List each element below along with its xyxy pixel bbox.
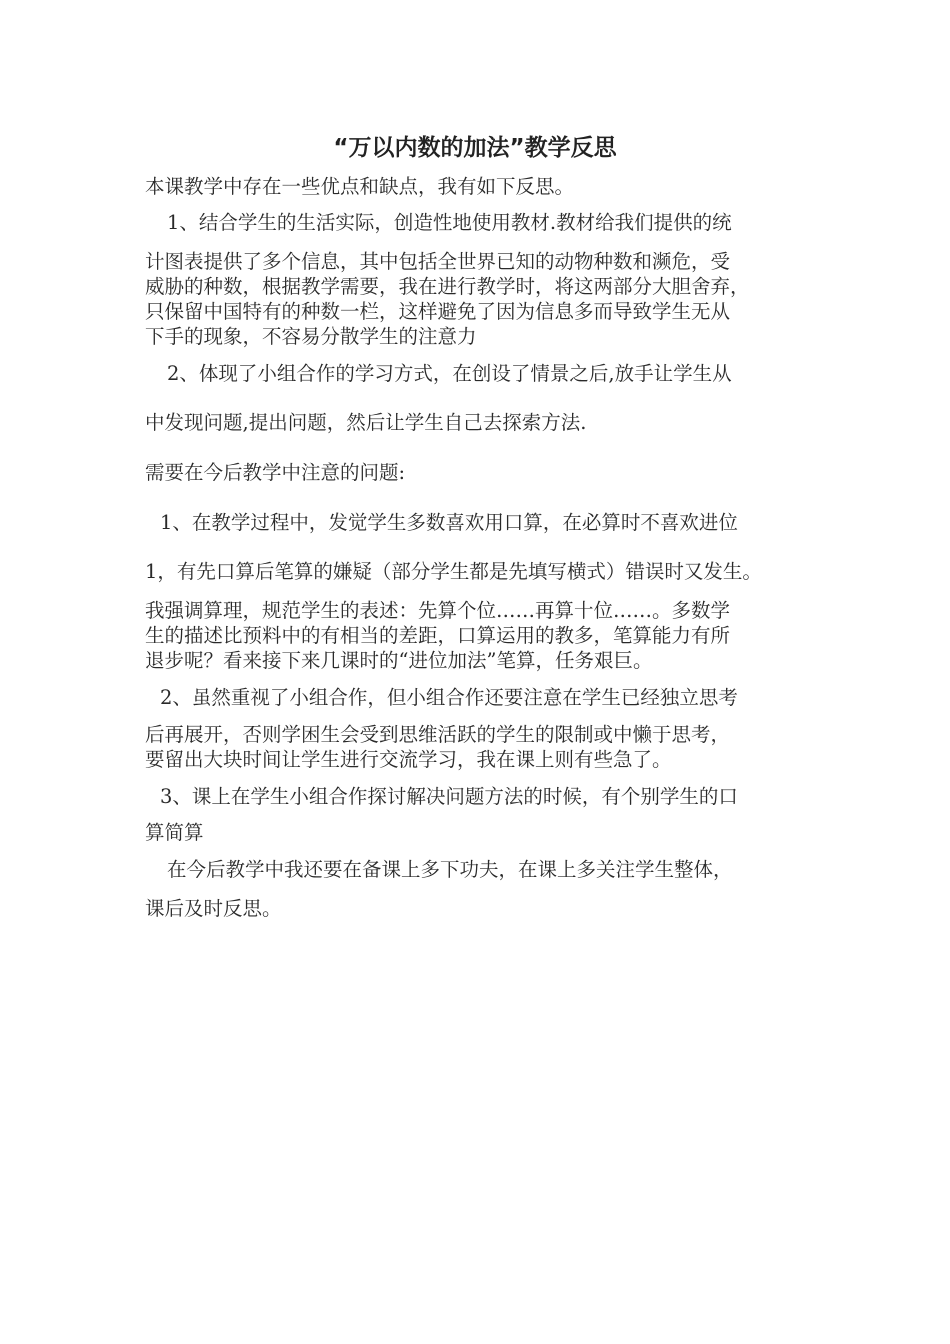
document-title: “万以内数的加法”教学反思 (333, 135, 617, 161)
paragraph-line: 在今后教学中我还要在备课上多下功夫，在课上多关注学生整体， (167, 858, 733, 881)
paragraph-line: 威胁的种数，根据教学需要，我在进行教学时，将这两部分大胆舍弃， (145, 275, 750, 298)
paragraph-line: 2、虽然重视了小组合作，但小组合作还要注意在学生已经独立思考 (160, 686, 738, 709)
paragraph-line: 1，有先口算后笔算的嫌疑（部分学生都是先填写横式）错误时又发生。 (145, 560, 762, 583)
paragraph-line: 3、课上在学生小组合作探讨解决问题方法的时候，有个别学生的口 (160, 785, 738, 808)
paragraph-line: 本课教学中存在一些优点和缺点，我有如下反思。 (145, 175, 575, 198)
paragraph-line: 课后及时反思。 (145, 897, 282, 920)
paragraph-line: 算简算 (145, 821, 204, 844)
paragraph-line: 下手的现象，不容易分散学生的注意力 (145, 325, 477, 348)
paragraph-line: 后再展开，否则学困生会受到思维活跃的学生的限制或中懒于思考， (145, 723, 731, 746)
paragraph-line: 我强调算理，规范学生的表述：先算个位……再算十位……。多数学 (145, 599, 731, 622)
paragraph-line: 只保留中国特有的种数一栏，这样避免了因为信息多而导致学生无从 (145, 300, 731, 323)
paragraph-line: 生的描述比预料中的有相当的差距，口算运用的教多，笔算能力有所 (145, 624, 731, 647)
paragraph-line: 要留出大块时间让学生进行交流学习，我在课上则有些急了。 (145, 748, 672, 771)
paragraph-line: 计图表提供了多个信息，其中包括全世界已知的动物种数和濒危，受 (145, 250, 731, 273)
paragraph-line: 退步呢？看来接下来几课时的“进位加法”笔算，任务艰巨。 (145, 649, 653, 672)
paragraph-line: 2、体现了小组合作的学习方式，在创设了情景之后,放手让学生从 (167, 362, 732, 385)
paragraph-line: 1、在教学过程中，发觉学生多数喜欢用口算，在必算时不喜欢进位 (160, 511, 738, 534)
paragraph-line: 中发现问题,提出问题，然后让学生自己去探索方法. (145, 411, 587, 434)
paragraph-line: 1、结合学生的生活实际，创造性地使用教材.教材给我们提供的统 (167, 211, 732, 234)
paragraph-line: 需要在今后教学中注意的问题: (145, 461, 406, 484)
